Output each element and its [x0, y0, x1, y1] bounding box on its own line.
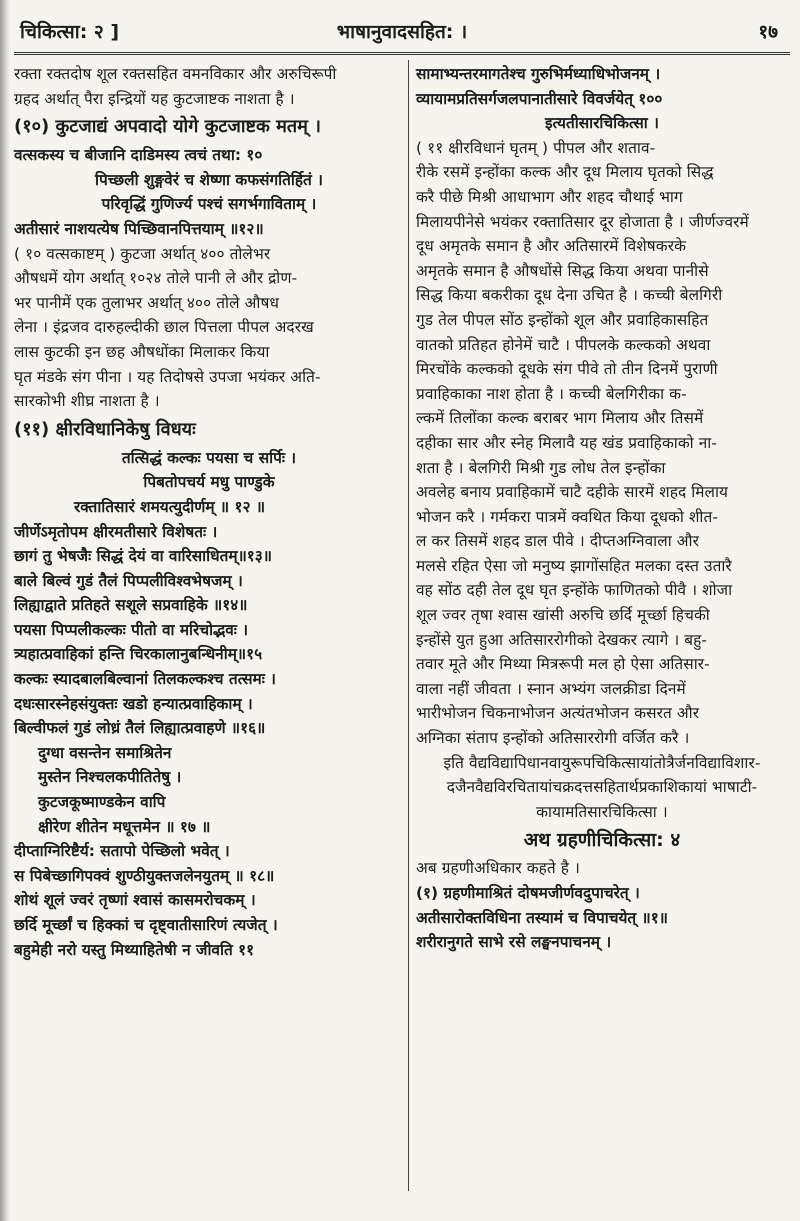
right-column-line: भोजन करै । गर्मकरा पात्रमें क्वथित किया दूधको शीत- — [416, 507, 719, 526]
right-column-line: ( ११ क्षीरविधानं घृतम् ) पीपल और शताव- — [416, 138, 656, 157]
right-column-line: रीके रसमें इन्होंका कल्क और दूध मिलाय घृतको सिद्ध — [416, 163, 714, 182]
left-column — [14, 62, 404, 1221]
left-column-line: त्र्यहात्प्रवाहिकां हन्ति चिरकालानुबन्धिनीम्॥१५ — [14, 645, 263, 664]
right-column-line: इन्होंसे युत हुआ अतिसाररोगीको देखकर त्यागे । बहु- — [416, 630, 708, 649]
column-divider — [408, 60, 409, 1191]
left-column-line: अतीसारं नाशयत्येष पिच्छिवानपित्तयाम् ॥१२॥ — [14, 219, 264, 238]
right-column-line: गुड तेल पीपल सोंठ इन्होंको शूल और प्रवाहिकासहित — [416, 310, 709, 329]
header-book-title: भाषानुवादसहित: । — [336, 21, 468, 43]
left-column-line: औषधमें योग अर्थात् १०२४ तोले पानी ले और द्रोण- — [14, 269, 298, 288]
left-column-line: बहुमेही नरो यस्तु मिथ्याहितेषी न जीवति ११ — [14, 940, 255, 959]
right-column-line: शूल ज्वर तृषा श्वास खांसी अरुचि छर्दि मूर्च्छा हिचकी — [416, 606, 710, 625]
left-column-line: घृत मंडके संग पीना । यह तिदोषसे उपजा भयंकर अति- — [14, 367, 321, 386]
right-column-line: व्यायामप्रतिसर्गजलपानातीसारे विवर्जयेत् १०० — [416, 89, 663, 108]
right-column-line: शता है । बेलगिरी मिश्री गुड लोध तेल इन्होंका — [416, 458, 666, 477]
left-column-line: ग्रहद अर्थात् पैरा इन्द्रियों यह कुटजाष्टक नाशता है । — [14, 89, 295, 108]
right-column-line: सिद्ध किया बकरीका दूध देना उचित है । कच्ची बेलगिरी — [416, 286, 723, 305]
right-column-line: मलसे रहित ऐसा जो मनुष्य झागोंसहित मलका दस्त उतारै — [416, 556, 732, 575]
left-column-line: पयसा पिप्पलीकल्कः पीतो वा मरिचोद्भवः । — [14, 620, 249, 639]
right-column-line: इत्यतीसारचिकित्सा । — [545, 114, 659, 133]
left-column-line: लेना । इंद्रजव दारुहल्दीकी छाल पित्तला पीपल अदरख — [14, 318, 314, 337]
right-column-line: करै पीछे मिश्री आधाभाग और शहद चौथाई भाग — [416, 187, 683, 206]
right-column-line: अथ ग्रहणीचिकित्सा: ४ — [523, 829, 681, 852]
left-column-line: रक्ता रक्तदोष शूल रक्तसहित वमनविकार और अरुचिरूपी — [14, 65, 337, 83]
left-column-line: रक्तातिसारं शमयत्युदीर्णम् ॥ १२ ॥ — [74, 497, 266, 516]
page-header — [14, 8, 790, 55]
left-column-line: (११) क्षीरविधानिकेषु विधयः — [14, 418, 196, 440]
left-column-line: तत्सिद्धं कल्कः पयसा च सर्पिः । — [121, 448, 297, 467]
left-column-line: मुस्तेन निश्चलकपीतितेषु । — [38, 768, 182, 787]
right-column-line: (१) ग्रहणीमाश्रितं दोषमजीर्णवदुपाचरेत् । — [416, 884, 640, 902]
right-column-line: दहीका सार और स्नेह मिलावै यह खंड प्रवाहिकाको ना- — [416, 433, 718, 452]
page-number: १७ — [758, 21, 778, 43]
right-column-line: कायामतिसारचिकित्सा । — [536, 802, 668, 821]
right-column-line: वाला नहीं जीवता । स्नान अभ्यंग जलक्रीडा दिनमें — [416, 679, 686, 698]
left-column-line: दीप्ताग्निरिष्टैर्य: सतापो पेच्छिलो भवेत् । — [14, 842, 230, 861]
right-column-line: सामाभ्यन्तरमागतेश्च गुरुभिर्मध्याधिभोजनम् । — [416, 65, 661, 83]
left-column-line: लास कुटकी इन छह औषधोंका मिलाकर किया — [14, 342, 270, 361]
right-column-line: भारीभोजन चिकनाभोजन अत्यंतभोजन कसरत और — [416, 704, 700, 723]
left-column-line: बाले बिल्वं गुडं तैलं पिप्पलीविश्वभेषजम् । — [14, 571, 243, 590]
right-column-line: तवार मूते और मिथ्या मित्ररूपी मल हो ऐसा अतिसार- — [416, 655, 710, 674]
left-column-line: पिच्छली शुङ्गवेरं च शेष्णा कफसंगतिर्हितं । — [94, 170, 324, 189]
right-column-line: वातको प्रतिहत होनेमें चाटै । पीपलके कल्कको अथवा — [416, 335, 711, 354]
left-column-line: कुटजकूष्माण्डकेन वापि — [38, 793, 166, 812]
right-column-line: ल्कमें तिलोंका कल्क बराबर भाग मिलाय और तिसमें — [416, 409, 704, 428]
left-column-line: कल्कः स्यादबालबिल्वानां तिलकल्कश्च तत्समः । — [14, 670, 277, 689]
left-column-line: बिल्वीफलं गुडं लोध्रं तैलं लिह्यात्प्रवाहणे ॥१६॥ — [14, 719, 266, 738]
left-column-line: छर्दि मूर्च्छां च हिक्कां च दृष्ट्वातीसारिणं त्यजेत् । — [14, 916, 278, 934]
right-column-line: दूध अमृतके समान है और अतिसारमें विशेषकरके — [416, 237, 687, 256]
left-column-line: वत्सकस्य च बीजानि दाडिमस्य त्वचं तथा: १० — [14, 146, 263, 165]
left-column-line: परिवृद्धिं गुणिर्ज्य पश्चं सगर्भगाविताम् । — [101, 195, 317, 214]
left-column-line: पिबतोपचर्य मधु पाण्डुके — [143, 473, 275, 492]
left-column-line: स पिबेच्छागिपक्वं शुण्ठीयुक्तजलेनयुतम् ॥ १८॥ — [14, 866, 275, 885]
right-column-line: अब ग्रहणीअधिकार कहते है । — [416, 859, 580, 878]
right-column-line: अवलेह बनाय प्रवाहिकामें चाटै दहीके सारमें शहद मिलाय — [416, 483, 729, 502]
right-column-line: प्रवाहिकाका नाश होता है । कच्ची बेलगिरीका क- — [416, 384, 687, 403]
left-column-line: छागं तु भेषजैः सिद्धं देयं वा वारिसाधितम्॥१३॥ — [14, 547, 273, 566]
right-column-line: इति वैद्यविद्यापिधानवायुरूपचिकित्सायांतोत्रैर्जनविद्याविशार- — [443, 753, 761, 772]
left-column-line: जीर्णेऽमृतोपम क्षीरमतीसारे विशेषतः । — [14, 522, 218, 541]
left-column-line: सारकोभी शीघ्र नाशता है । — [14, 392, 160, 411]
right-column-line: अमृतके समान है औषधोंसे सिद्ध किया अथवा पानीसे — [416, 261, 709, 280]
right-column-line: दजैनवैद्यविरचितायांचक्रदत्तसहितार्थप्रकाशिकायां भाषाटी- — [446, 778, 758, 797]
right-column-line: मिरचोंके कल्कको दूधके संग पीवे तो तीन दिनमें पुराणी — [416, 360, 718, 379]
right-column-line: शरीरानुगते साभे रसे लङ्घनपाचनम् । — [416, 933, 612, 952]
left-column-line: शोथं शूलं ज्वरं तृष्णां श्वासं कासमरोचकम् । — [14, 891, 256, 910]
left-column-line: क्षीरेण शीतेन मधूत्तमेन ॥ १७ ॥ — [38, 817, 211, 836]
left-column-line: भर पानीमें एक तुलाभर अर्थात् ४०० तोले औषध — [14, 293, 280, 312]
right-column-line: ल कर तिसमें शहद डाल पीवे । दीप्तअग्निवाला और — [416, 532, 700, 551]
left-column-line: दुग्धा वसन्तेन समाश्रितेन — [38, 743, 172, 762]
header-section-title: चिकित्सा: २ ] — [20, 21, 120, 43]
left-column-line: ( १० वत्सकाष्टम् ) कुटजा अर्थात् ४०० तोलेभर — [14, 244, 271, 263]
left-column-line: दधःसारस्नेहसंयुक्तः खडो हन्यात्प्रवाहिकाम् । — [14, 694, 253, 713]
left-column-line: (१०) कुटजाद्यं अपवादो योगे कुटजाष्टक मतम् । — [14, 116, 321, 138]
book-spine-shadow — [0, 0, 10, 1221]
right-column-line: अतीसारोक्तविधिना तस्यामं च विपाचयेत् ॥१॥ — [416, 908, 668, 927]
right-column-line: मिलायपीनेसे भयंकर रक्तातिसार दूर होजाता है । जीर्णज्वरमें — [416, 212, 749, 231]
right-column-line: वह सोंठ दही तेल दूध घृत इन्होंके फाणितको पीवै । शोजा — [416, 581, 733, 600]
left-column-line: लिह्याद्वाते प्रतिहते सशूले सप्रवाहिके ॥१४॥ — [14, 596, 248, 615]
right-column-line: अग्निका संताप इन्होंको अतिसाररोगी वर्जित करै । — [416, 729, 690, 748]
right-column — [416, 62, 788, 1221]
